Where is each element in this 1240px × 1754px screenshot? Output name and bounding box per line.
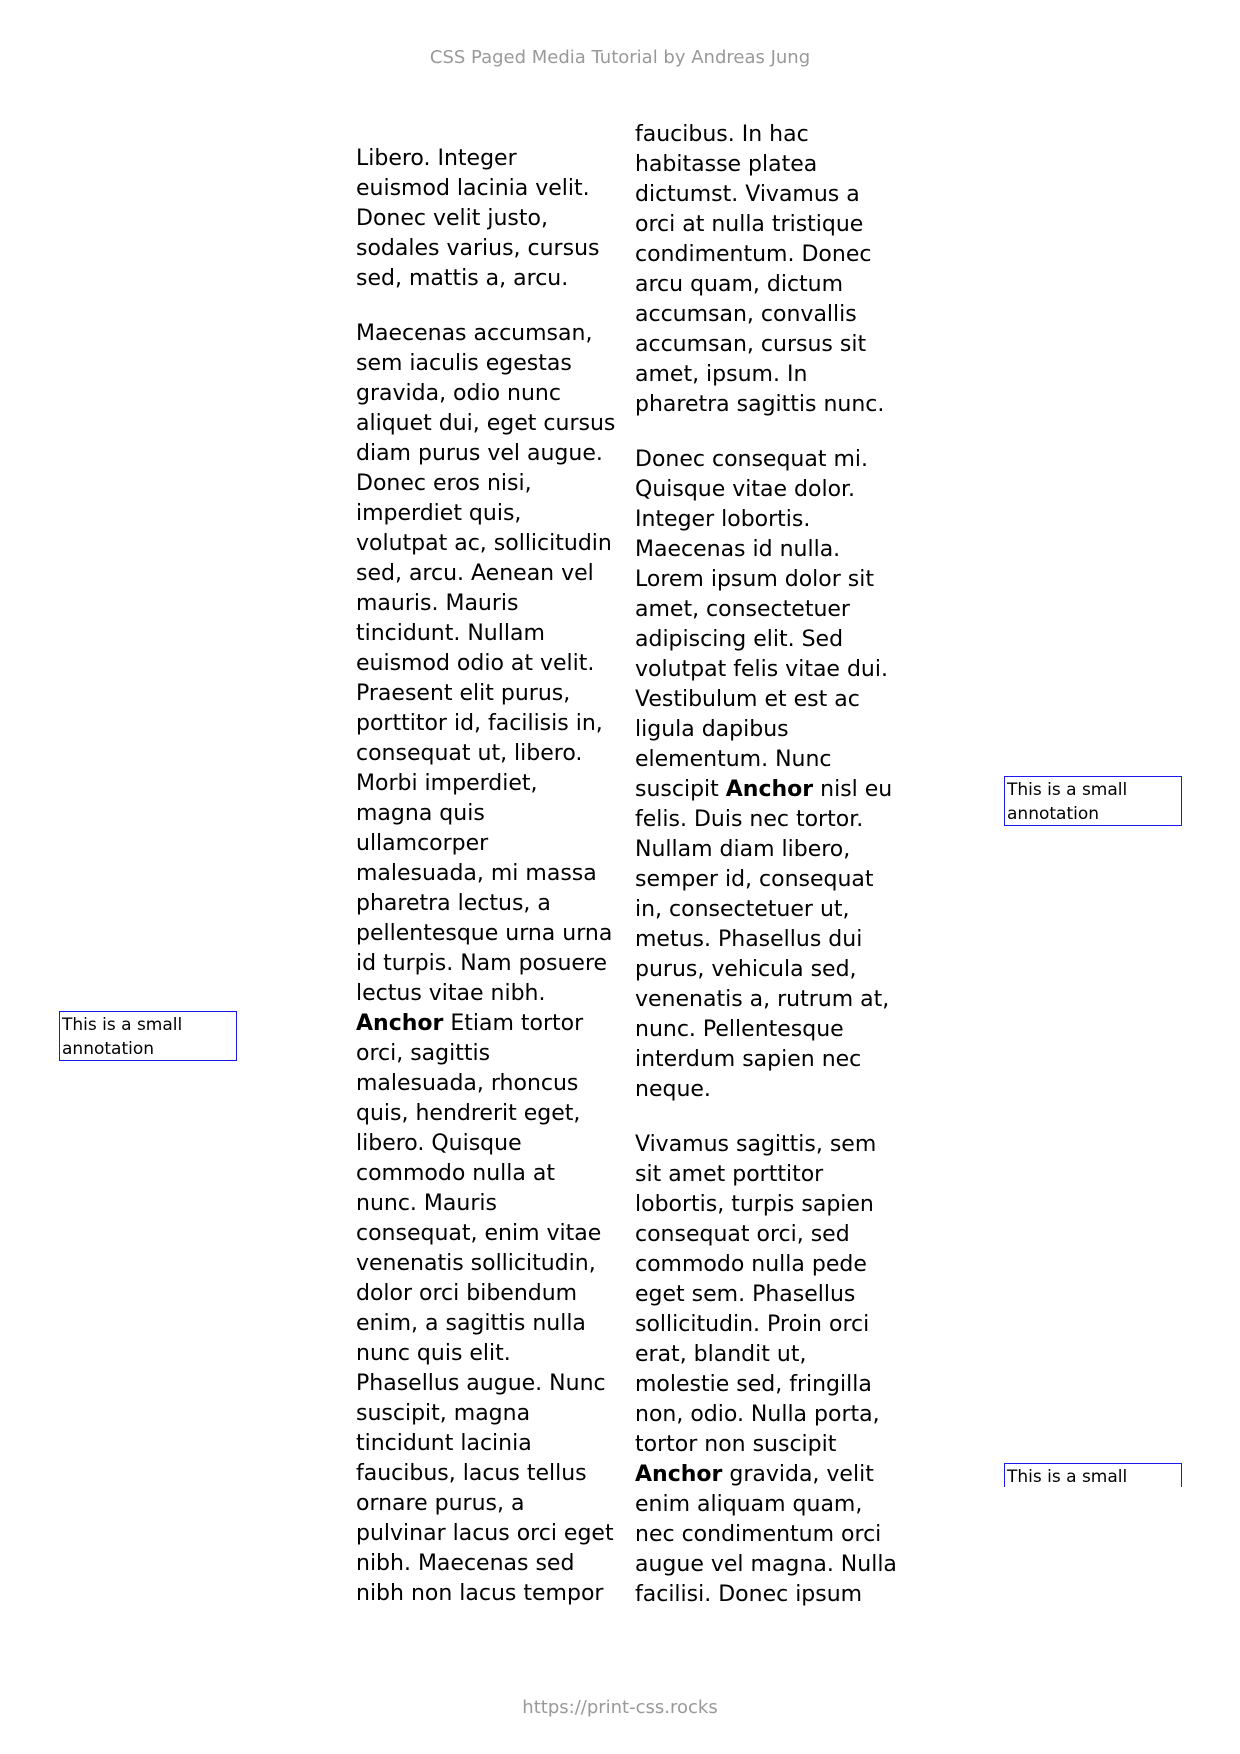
paragraph-text: Maecenas accumsan, sem iaculis egestas gravida, odio nunc aliquet dui, eget cursus diam purus vel augue. Donec eros nisi, imperdiet quis, volutpat ac, sollicitudin sed, arcu. Aenean vel mauris. Mauris tincidunt. Nullam euismod odio at velit. Praesent elit purus, porttitor id, facilisis in, consequat ut, libero. Morbi imperdiet, magna quis ullamcorper malesuada, mi massa pharetra lectus, a pellentesque urna urna id turpis. Nam posuere lectus vitae nibh. xyxy=(356,321,616,1006)
text-column-right xyxy=(635,120,897,1635)
margin-annotation: This is a small annotation xyxy=(59,1011,237,1061)
paragraph xyxy=(356,319,618,1609)
paragraph-text: nisl eu felis. Duis nec tortor. Nullam diam libero, semper id, consequat in, consectetuer ut, metus. Phasellus dui purus, vehicula sed, venenatis a, rutrum at, nunc. Pellentesque interdum sapien nec neque. xyxy=(635,777,893,1102)
paragraph: Libero. Integer euismod lacinia velit. Donec velit justo, sodales varius, cursus sed, mattis a, arcu. xyxy=(356,146,600,291)
paragraph-text: Vivamus sagittis, sem sit amet porttitor lobortis, turpis sapien consequat orci, sed commodo nulla pede eget sem. Phasellus sollicitudin. Proin orci erat, blandit ut, molestie sed, fringilla non, odio. Nulla porta, tortor non suscipit xyxy=(635,1132,880,1457)
margin-annotation: This is a small xyxy=(1004,1463,1182,1487)
text-column-left xyxy=(356,120,618,1634)
anchor-text: Anchor xyxy=(356,1011,444,1036)
paragraph: faucibus. In hac habitasse platea dictumst. Vivamus a orci at nulla tristique condimentum. Donec arcu quam, dictum accumsan, convallis accumsan, cursus sit amet, ipsum. In pharetra sagittis nunc. xyxy=(635,122,885,417)
paragraph-text: Donec consequat mi. Quisque vitae dolor. Integer lobortis. Maecenas id nulla. Lorem ipsum dolor sit amet, consectetuer adipiscing elit. Sed volutpat felis vitae dui. Vestibulum et est ac ligula dapibus elementum. Nunc suscipit xyxy=(635,447,888,802)
paragraph-text: Etiam tortor orci, sagittis malesuada, rhoncus quis, hendrerit eget, libero. Quisque commodo nulla at nunc. Mauris consequat, enim vitae venenatis sollicitudin, dolor orci bibendum enim, a sagittis nulla nunc quis elit. Phasellus augue. Nunc suscipit, magna tincidunt lacinia faucibus, lacus tellus ornare purus, a pulvinar lacus orci eget nibh. Maecenas sed nibh non lacus tempor xyxy=(356,1011,614,1606)
anchor-text: Anchor xyxy=(635,1462,723,1487)
margin-annotation: This is a small annotation xyxy=(1004,776,1182,826)
paragraph xyxy=(635,445,897,1105)
running-header: CSS Paged Media Tutorial by Andreas Jung xyxy=(429,47,811,68)
paragraph-text: gravida, velit enim aliquam quam, nec condimentum orci augue vel magna. Nulla facilisi. Donec ipsum xyxy=(635,1462,897,1607)
anchor-text: Anchor xyxy=(725,777,814,802)
paragraph xyxy=(635,1130,897,1610)
running-footer: https://print-css.rocks xyxy=(522,1697,718,1718)
